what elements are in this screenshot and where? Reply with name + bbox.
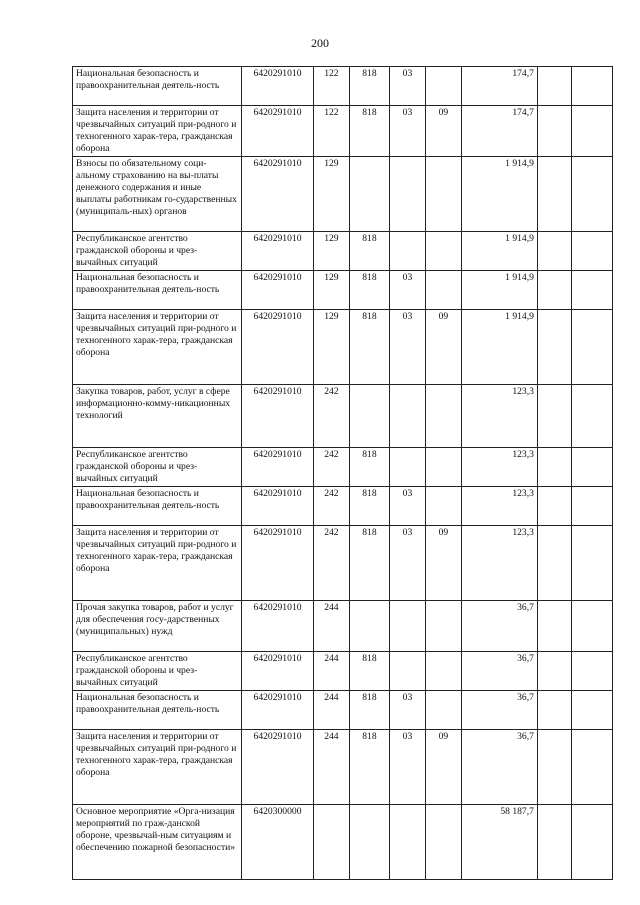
target-code-cell: 6420291010 bbox=[242, 157, 314, 232]
expense-type-cell: 242 bbox=[313, 487, 349, 526]
empty-cell bbox=[537, 67, 571, 106]
row-name-cell: Закупка товаров, работ, услуг в сфере информационно-комму-никационных технологий bbox=[73, 385, 242, 448]
row-name-cell: Прочая закупка товаров, работ и услуг для обеспечения госу-дарственных (муниципальных) нужд bbox=[73, 601, 242, 652]
empty-cell bbox=[571, 805, 612, 880]
budget-table bbox=[72, 66, 613, 880]
section-cell: 03 bbox=[390, 691, 426, 730]
row-name-cell: Защита населения и территории от чрезвычайных ситуаций при-родного и техногенного харак-тера, гражданская оборона bbox=[73, 310, 242, 385]
empty-cell bbox=[571, 691, 612, 730]
row-name-cell: Взносы по обязательному соци-альному страхованию на вы-платы денежного содержания и иные выплаты работникам го-сударственных (муниципаль-ных) органов bbox=[73, 157, 242, 232]
subsection-cell bbox=[425, 385, 461, 448]
target-code-cell: 6420291010 bbox=[242, 526, 314, 601]
section-cell: 03 bbox=[390, 310, 426, 385]
table-row bbox=[73, 652, 613, 691]
empty-cell bbox=[537, 157, 571, 232]
target-code-cell: 6420291010 bbox=[242, 730, 314, 805]
admin-code-cell: 818 bbox=[349, 232, 389, 271]
table-row bbox=[73, 601, 613, 652]
expense-type-cell: 244 bbox=[313, 601, 349, 652]
admin-code-cell bbox=[349, 805, 389, 880]
table-row bbox=[73, 232, 613, 271]
amount-cell: 36,7 bbox=[461, 601, 537, 652]
empty-cell bbox=[571, 106, 612, 157]
section-cell: 03 bbox=[390, 487, 426, 526]
table-row bbox=[73, 691, 613, 730]
subsection-cell bbox=[425, 271, 461, 310]
amount-cell: 1 914,9 bbox=[461, 232, 537, 271]
empty-cell bbox=[537, 691, 571, 730]
subsection-cell bbox=[425, 652, 461, 691]
amount-cell: 174,7 bbox=[461, 106, 537, 157]
amount-cell: 36,7 bbox=[461, 730, 537, 805]
expense-type-cell: 242 bbox=[313, 385, 349, 448]
row-name-cell: Основное мероприятие «Орга-низация мероприятий по граж-данской обороне, чрезвычай-ным ситуациям и обеспечению пожарной безопасности» bbox=[73, 805, 242, 880]
empty-cell bbox=[571, 601, 612, 652]
section-cell bbox=[390, 385, 426, 448]
empty-cell bbox=[571, 652, 612, 691]
admin-code-cell: 818 bbox=[349, 448, 389, 487]
empty-cell bbox=[537, 730, 571, 805]
section-cell bbox=[390, 448, 426, 487]
subsection-cell bbox=[425, 487, 461, 526]
row-name-cell: Республиканское агентство гражданской обороны и чрез-вычайных ситуаций bbox=[73, 652, 242, 691]
empty-cell bbox=[537, 106, 571, 157]
admin-code-cell bbox=[349, 385, 389, 448]
table-row bbox=[73, 106, 613, 157]
section-cell: 03 bbox=[390, 106, 426, 157]
section-cell: 03 bbox=[390, 730, 426, 805]
empty-cell bbox=[571, 67, 612, 106]
row-name-cell: Национальная безопасность и правоохранительная деятель-ность bbox=[73, 271, 242, 310]
section-cell bbox=[390, 232, 426, 271]
admin-code-cell: 818 bbox=[349, 67, 389, 106]
row-name-cell: Национальная безопасность и правоохранительная деятель-ность bbox=[73, 691, 242, 730]
table-row bbox=[73, 730, 613, 805]
amount-cell: 58 187,7 bbox=[461, 805, 537, 880]
expense-type-cell: 242 bbox=[313, 526, 349, 601]
empty-cell bbox=[571, 526, 612, 601]
target-code-cell: 6420291010 bbox=[242, 652, 314, 691]
empty-cell bbox=[537, 448, 571, 487]
subsection-cell bbox=[425, 805, 461, 880]
row-name-cell: Национальная безопасность и правоохранительная деятель-ность bbox=[73, 67, 242, 106]
target-code-cell: 6420291010 bbox=[242, 487, 314, 526]
target-code-cell: 6420291010 bbox=[242, 232, 314, 271]
target-code-cell: 6420291010 bbox=[242, 601, 314, 652]
target-code-cell: 6420291010 bbox=[242, 271, 314, 310]
subsection-cell bbox=[425, 157, 461, 232]
expense-type-cell: 129 bbox=[313, 232, 349, 271]
target-code-cell: 6420291010 bbox=[242, 691, 314, 730]
empty-cell bbox=[571, 310, 612, 385]
empty-cell bbox=[571, 448, 612, 487]
empty-cell bbox=[571, 271, 612, 310]
table-row bbox=[73, 385, 613, 448]
subsection-cell: 09 bbox=[425, 730, 461, 805]
subsection-cell: 09 bbox=[425, 526, 461, 601]
expense-type-cell: 122 bbox=[313, 67, 349, 106]
table-body bbox=[73, 67, 613, 880]
row-name-cell: Защита населения и территории от чрезвычайных ситуаций при-родного и техногенного харак-тера, гражданская оборона bbox=[73, 106, 242, 157]
empty-cell bbox=[537, 652, 571, 691]
empty-cell bbox=[537, 232, 571, 271]
amount-cell: 36,7 bbox=[461, 652, 537, 691]
admin-code-cell: 818 bbox=[349, 271, 389, 310]
expense-type-cell: 129 bbox=[313, 310, 349, 385]
admin-code-cell: 818 bbox=[349, 652, 389, 691]
empty-cell bbox=[571, 487, 612, 526]
table-row bbox=[73, 67, 613, 106]
expense-type-cell bbox=[313, 805, 349, 880]
expense-type-cell: 129 bbox=[313, 271, 349, 310]
section-cell bbox=[390, 157, 426, 232]
row-name-cell: Национальная безопасность и правоохранительная деятель-ность bbox=[73, 487, 242, 526]
row-name-cell: Республиканское агентство гражданской обороны и чрез-вычайных ситуаций bbox=[73, 232, 242, 271]
table-row bbox=[73, 805, 613, 880]
expense-type-cell: 122 bbox=[313, 106, 349, 157]
expense-type-cell: 129 bbox=[313, 157, 349, 232]
admin-code-cell: 818 bbox=[349, 310, 389, 385]
target-code-cell: 6420291010 bbox=[242, 106, 314, 157]
admin-code-cell: 818 bbox=[349, 691, 389, 730]
section-cell: 03 bbox=[390, 526, 426, 601]
empty-cell bbox=[537, 310, 571, 385]
page-number: 200 bbox=[311, 36, 329, 50]
table-row bbox=[73, 271, 613, 310]
section-cell bbox=[390, 652, 426, 691]
subsection-cell: 09 bbox=[425, 106, 461, 157]
expense-type-cell: 244 bbox=[313, 730, 349, 805]
amount-cell: 1 914,9 bbox=[461, 157, 537, 232]
empty-cell bbox=[537, 805, 571, 880]
empty-cell bbox=[537, 526, 571, 601]
subsection-cell bbox=[425, 601, 461, 652]
admin-code-cell bbox=[349, 157, 389, 232]
table-row bbox=[73, 310, 613, 385]
empty-cell bbox=[571, 157, 612, 232]
admin-code-cell: 818 bbox=[349, 106, 389, 157]
target-code-cell: 6420291010 bbox=[242, 67, 314, 106]
amount-cell: 123,3 bbox=[461, 487, 537, 526]
amount-cell: 174,7 bbox=[461, 67, 537, 106]
subsection-cell bbox=[425, 232, 461, 271]
empty-cell bbox=[571, 385, 612, 448]
amount-cell: 123,3 bbox=[461, 448, 537, 487]
section-cell: 03 bbox=[390, 67, 426, 106]
section-cell bbox=[390, 805, 426, 880]
section-cell bbox=[390, 601, 426, 652]
subsection-cell bbox=[425, 448, 461, 487]
target-code-cell: 6420291010 bbox=[242, 448, 314, 487]
amount-cell: 123,3 bbox=[461, 526, 537, 601]
target-code-cell: 6420291010 bbox=[242, 385, 314, 448]
row-name-cell: Республиканское агентство гражданской обороны и чрез-вычайных ситуаций bbox=[73, 448, 242, 487]
expense-type-cell: 244 bbox=[313, 691, 349, 730]
row-name-cell: Защита населения и территории от чрезвычайных ситуаций при-родного и техногенного харак-тера, гражданская оборона bbox=[73, 526, 242, 601]
amount-cell: 36,7 bbox=[461, 691, 537, 730]
empty-cell bbox=[571, 730, 612, 805]
empty-cell bbox=[537, 385, 571, 448]
admin-code-cell: 818 bbox=[349, 526, 389, 601]
admin-code-cell: 818 bbox=[349, 730, 389, 805]
empty-cell bbox=[537, 271, 571, 310]
table-row bbox=[73, 157, 613, 232]
target-code-cell: 6420300000 bbox=[242, 805, 314, 880]
section-cell: 03 bbox=[390, 271, 426, 310]
admin-code-cell: 818 bbox=[349, 487, 389, 526]
subsection-cell bbox=[425, 691, 461, 730]
target-code-cell: 6420291010 bbox=[242, 310, 314, 385]
table-row bbox=[73, 526, 613, 601]
empty-cell bbox=[571, 232, 612, 271]
empty-cell bbox=[537, 601, 571, 652]
table-row bbox=[73, 448, 613, 487]
amount-cell: 1 914,9 bbox=[461, 271, 537, 310]
subsection-cell bbox=[425, 67, 461, 106]
subsection-cell: 09 bbox=[425, 310, 461, 385]
admin-code-cell bbox=[349, 601, 389, 652]
amount-cell: 1 914,9 bbox=[461, 310, 537, 385]
expense-type-cell: 244 bbox=[313, 652, 349, 691]
expense-type-cell: 242 bbox=[313, 448, 349, 487]
amount-cell: 123,3 bbox=[461, 385, 537, 448]
table-row bbox=[73, 487, 613, 526]
empty-cell bbox=[537, 487, 571, 526]
row-name-cell: Защита населения и территории от чрезвычайных ситуаций при-родного и техногенного харак-тера, гражданская оборона bbox=[73, 730, 242, 805]
